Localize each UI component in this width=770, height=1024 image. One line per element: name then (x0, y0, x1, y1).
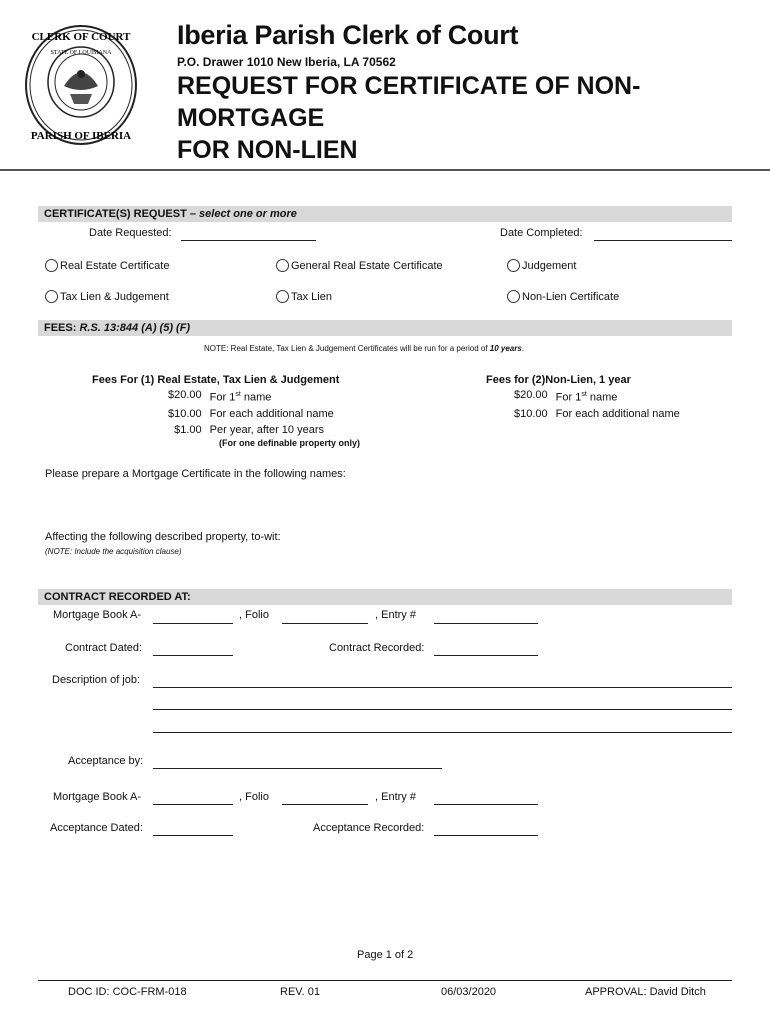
folio-field[interactable] (282, 623, 368, 624)
radio-icon[interactable] (507, 290, 520, 303)
certificate-request-bar (38, 206, 732, 222)
fee-desc: For each additional name (555, 407, 680, 420)
option-general-real-estate-certificate[interactable] (276, 259, 443, 272)
option-label: Tax Lien & Judgement (60, 290, 169, 303)
approval: APPROVAL: David Ditch (585, 986, 706, 998)
description-line-2[interactable] (153, 709, 732, 710)
mortgage-book2-label: Mortgage Book A- (53, 791, 142, 803)
option-label: General Real Estate Certificate (291, 259, 443, 272)
folio2-label: , Folio (239, 791, 269, 803)
form-heading (177, 70, 757, 166)
mortgage-book-field[interactable] (153, 623, 233, 624)
doc-id: DOC ID: COC-FRM-018 (68, 986, 187, 998)
acceptance-recorded-field[interactable] (434, 835, 538, 836)
option-tax-lien-judgement[interactable] (45, 290, 169, 303)
folio-label: , Folio (239, 609, 269, 621)
radio-icon[interactable] (507, 259, 520, 272)
fees-left-title: Fees For (1) Real Estate, Tax Lien & Judgement (92, 374, 340, 386)
page-title: Iberia Parish Clerk of Court (177, 20, 519, 50)
fees-note-prefix: NOTE: Real Estate, Tax Lien & Judgement Certificates will be run for a period of (204, 344, 490, 353)
folio2-field[interactable] (282, 804, 368, 805)
fee-desc: For 1st name (555, 391, 618, 404)
option-tax-lien[interactable] (276, 290, 332, 303)
fee-amount: $20.00 (514, 389, 548, 401)
radio-icon[interactable] (45, 259, 58, 272)
fee-desc: For each additional name (209, 407, 334, 420)
fee-row (510, 387, 684, 406)
entry2-label: , Entry # (375, 791, 416, 803)
contract-recorded-field[interactable] (434, 655, 538, 656)
fee-amount: $10.00 (514, 407, 548, 420)
fees-note-bold: 10 years (489, 344, 522, 353)
radio-icon[interactable] (276, 259, 289, 272)
option-label: Tax Lien (291, 290, 332, 303)
acceptance-recorded-label: Acceptance Recorded: (313, 822, 425, 834)
option-real-estate-certificate[interactable] (45, 259, 169, 272)
radio-icon[interactable] (45, 290, 58, 303)
affecting-note: (NOTE: Include the acquisition clause) (45, 547, 182, 556)
certificate-request-italic: select one or more (199, 208, 297, 220)
contract-recorded-label: Contract Recorded: (329, 642, 425, 654)
revision: REV. 01 (280, 986, 320, 998)
header-divider (0, 169, 770, 171)
fees-note (204, 344, 524, 353)
clerk-of-court-seal (24, 24, 138, 146)
date-requested-label: Date Requested: (89, 227, 172, 239)
fee-row (510, 406, 684, 422)
contract-dated-label: Contract Dated: (65, 642, 143, 654)
svg-text:STATE OF LOUISIANA: STATE OF LOUISIANA (50, 50, 112, 56)
svg-text:CLERK OF COURT: CLERK OF COURT (31, 31, 131, 43)
footer-divider (38, 980, 732, 981)
option-label: Real Estate Certificate (60, 259, 170, 272)
option-judgement[interactable] (507, 259, 576, 272)
fee-desc: Per year, after 10 years (209, 423, 324, 436)
page-number: Page 1 of 2 (357, 949, 414, 961)
acceptance-dated-field[interactable] (153, 835, 233, 836)
form-heading-line1: REQUEST FOR CERTIFICATE OF NON-MORTGAGE (177, 72, 641, 132)
mortgage-book-label: Mortgage Book A- (53, 609, 142, 621)
fee-row (164, 406, 338, 422)
fee-desc: For 1st name (209, 391, 272, 404)
mortgage-book2-field[interactable] (153, 804, 233, 805)
date-completed-field[interactable] (594, 240, 732, 241)
acceptance-by-label: Acceptance by: (68, 755, 144, 767)
affecting-text: Affecting the following described property, to-wit: (45, 531, 281, 543)
option-label: Non-Lien Certificate (522, 290, 620, 303)
revision-date: 06/03/2020 (441, 986, 497, 998)
acceptance-dated-label: Acceptance Dated: (50, 822, 143, 834)
date-completed-label: Date Completed: (500, 227, 583, 239)
fees-left-table (164, 387, 338, 438)
description-line-1[interactable] (153, 687, 732, 688)
contract-recorded-bar: CONTRACT RECORDED AT: (38, 589, 732, 605)
fees-right-table (510, 387, 684, 422)
fee-amount: $10.00 (168, 407, 202, 420)
fee-row (164, 387, 338, 406)
fees-bar (38, 320, 732, 336)
description-label: Description of job: (52, 674, 141, 686)
prepare-text: Please prepare a Mortgage Certificate in the following names: (45, 468, 346, 480)
form-heading-line2: FOR NON-LIEN (177, 136, 358, 164)
address: P.O. Drawer 1010 New Iberia, LA 70562 (177, 55, 396, 69)
entry-field[interactable] (434, 623, 538, 624)
entry-label: , Entry # (375, 609, 416, 621)
contract-dated-field[interactable] (153, 655, 233, 656)
fees-left-block (92, 372, 339, 388)
entry2-field[interactable] (434, 804, 538, 805)
option-label: Judgement (522, 259, 577, 272)
description-line-3[interactable] (153, 732, 732, 733)
svg-text:PARISH OF IBERIA: PARISH OF IBERIA (30, 130, 132, 142)
fee-amount: $20.00 (168, 389, 202, 401)
fee-amount: $1.00 (174, 423, 202, 436)
certificate-request-label: CERTIFICATE(S) REQUEST – (44, 208, 200, 220)
acceptance-by-field[interactable] (153, 768, 442, 769)
radio-icon[interactable] (276, 290, 289, 303)
fees-left-footnote: (For one definable property only) (219, 438, 361, 448)
fees-label: FEES: (44, 322, 80, 334)
fee-row (164, 422, 338, 438)
fees-note-suffix: . (521, 344, 525, 353)
fees-right-title: Fees for (2)Non-Lien, 1 year (486, 374, 631, 386)
date-requested-field[interactable] (181, 240, 316, 241)
fees-statute: R.S. 13:844 (A) (5) (F) (79, 322, 191, 334)
option-non-lien-certificate[interactable] (507, 290, 619, 303)
